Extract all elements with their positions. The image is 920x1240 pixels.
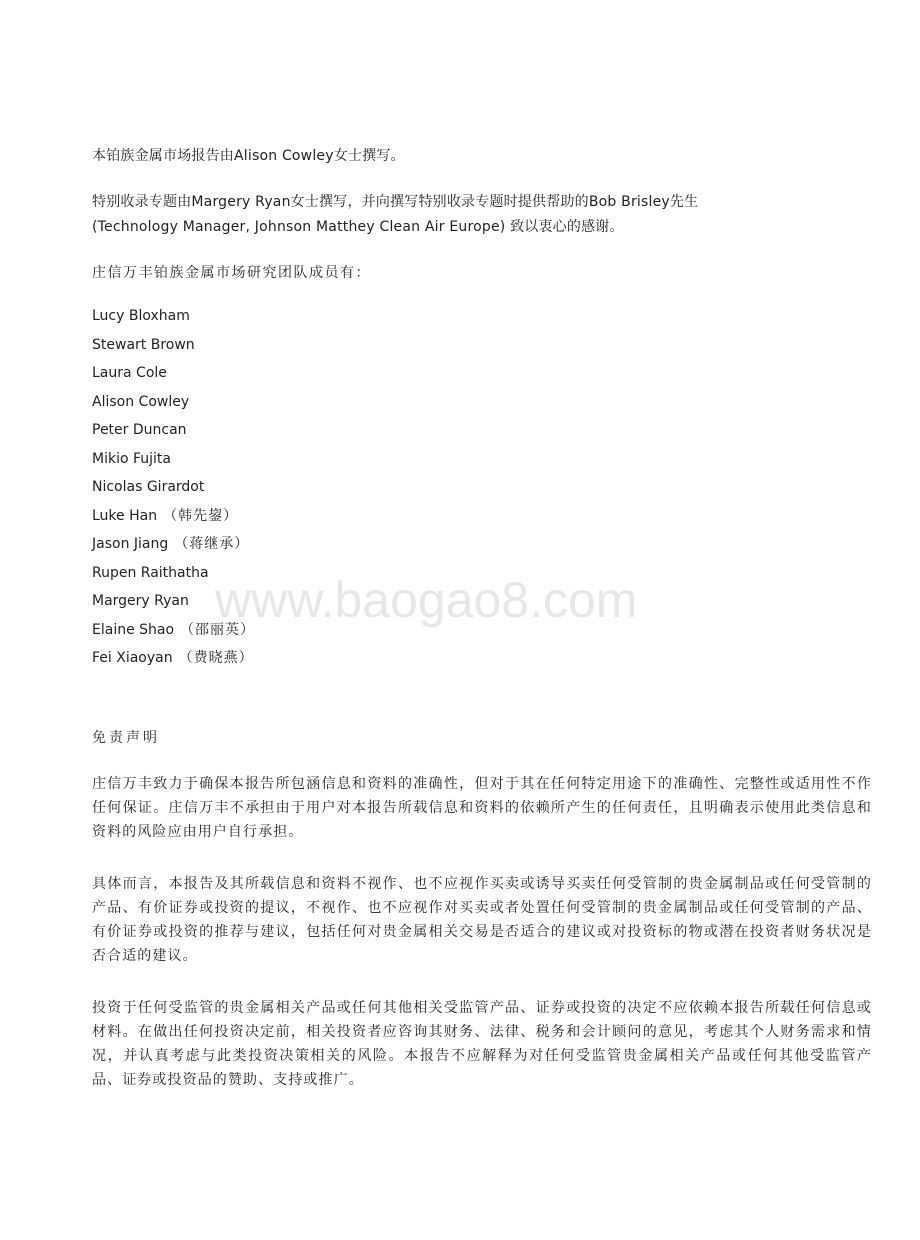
member-name: Peter Duncan bbox=[92, 422, 187, 438]
member-chinese-name: （蒋继承） bbox=[174, 536, 250, 552]
member-name: Luke Han bbox=[92, 507, 158, 524]
member-name: Fei Xiaoyan bbox=[92, 650, 173, 666]
member-chinese-name: （韩先鋆） bbox=[163, 507, 239, 524]
member-chinese-name: （邵丽英） bbox=[180, 621, 256, 638]
disclaimer-paragraph-3: 投资于任何受监管的贵金属相关产品或任何其他相关受监管产品、证券或投资的决定不应依赖本报告所载任何信息或材料。在做出任何投资决定前，相关投资者应咨询其财务、法律、税务和会计顾问的意见，考虑其个人财务需求和情况，并认真考虑与此类投资决策相关的风险。本报告不应解释为对任何受监管贵金属相关产品或任何其他受监管产品、证券或投资品的赞助、支持或推广。 bbox=[92, 1000, 872, 1088]
disclaimer-paragraph-2: 具体而言，本报告及其所载信息和资料不视作、也不应视作买卖或诱导买卖任何受管制的贵金属制品或任何受管制的产品、有价证券或投资的提议，不视作、也不应视作对买卖或者处置任何受管制的贵金属制品或任何受管制的产品、有价证券或投资的推荐与建议，包括任何对贵金属相关交易是否适合的建议或对投资标的物或潜在投资者财务状况是否合适的建议。 bbox=[92, 876, 872, 964]
member-chinese-name: （费晓燕） bbox=[178, 650, 254, 666]
member-name: Laura Cole bbox=[92, 365, 167, 381]
team-member bbox=[92, 335, 255, 364]
team-member bbox=[92, 392, 255, 421]
member-name: Mikio Fujita bbox=[92, 450, 171, 467]
team-member bbox=[92, 563, 255, 592]
member-name: Jason Jiang bbox=[92, 536, 169, 552]
team-member bbox=[92, 620, 255, 649]
watermark-text: www.baogao8.com bbox=[215, 572, 638, 628]
team-member bbox=[92, 534, 255, 563]
special-feature-line-1: 特别收录专题由Margery Ryan女士撰写，并向撰写特别收录专题时提供帮助的Bob Brisley先生 bbox=[92, 194, 699, 210]
document-page bbox=[92, 0, 872, 1240]
disclaimer-heading: 免责声明 bbox=[92, 730, 160, 746]
team-member bbox=[92, 363, 255, 392]
team-member bbox=[92, 477, 255, 506]
team-member bbox=[92, 591, 255, 620]
member-name: Lucy Bloxham bbox=[92, 308, 190, 324]
disclaimer-paragraph-1: 庄信万丰致力于确保本报告所包涵信息和资料的准确性，但对于其在任何特定用途下的准确性、完整性或适用性不作任何保证。庄信万丰不承担由于用户对本报告所载信息和资料的依赖所产生的任何责任，且明确表示使用此类信息和资料的风险应由用户自行承担。 bbox=[92, 776, 872, 840]
team-member bbox=[92, 648, 255, 677]
team-member bbox=[92, 306, 255, 335]
member-name: Margery Ryan bbox=[92, 593, 189, 609]
author-line: 本铂族金属市场报告由Alison Cowley女士撰写。 bbox=[92, 148, 405, 164]
member-name: Alison Cowley bbox=[92, 393, 190, 410]
member-name: Rupen Raithatha bbox=[92, 564, 209, 581]
special-feature-line-2: (Technology Manager, Johnson Matthey Clean Air Europe) 致以衷心的感谢。 bbox=[92, 219, 624, 235]
team-member bbox=[92, 449, 255, 478]
team-member-list bbox=[92, 306, 255, 677]
team-intro: 庄信万丰铂族金属市场研究团队成员有： bbox=[92, 265, 371, 281]
member-name: Stewart Brown bbox=[92, 336, 195, 353]
team-member bbox=[92, 420, 255, 449]
team-member bbox=[92, 506, 255, 535]
member-name: Nicolas Girardot bbox=[92, 479, 205, 495]
member-name: Elaine Shao bbox=[92, 621, 175, 638]
